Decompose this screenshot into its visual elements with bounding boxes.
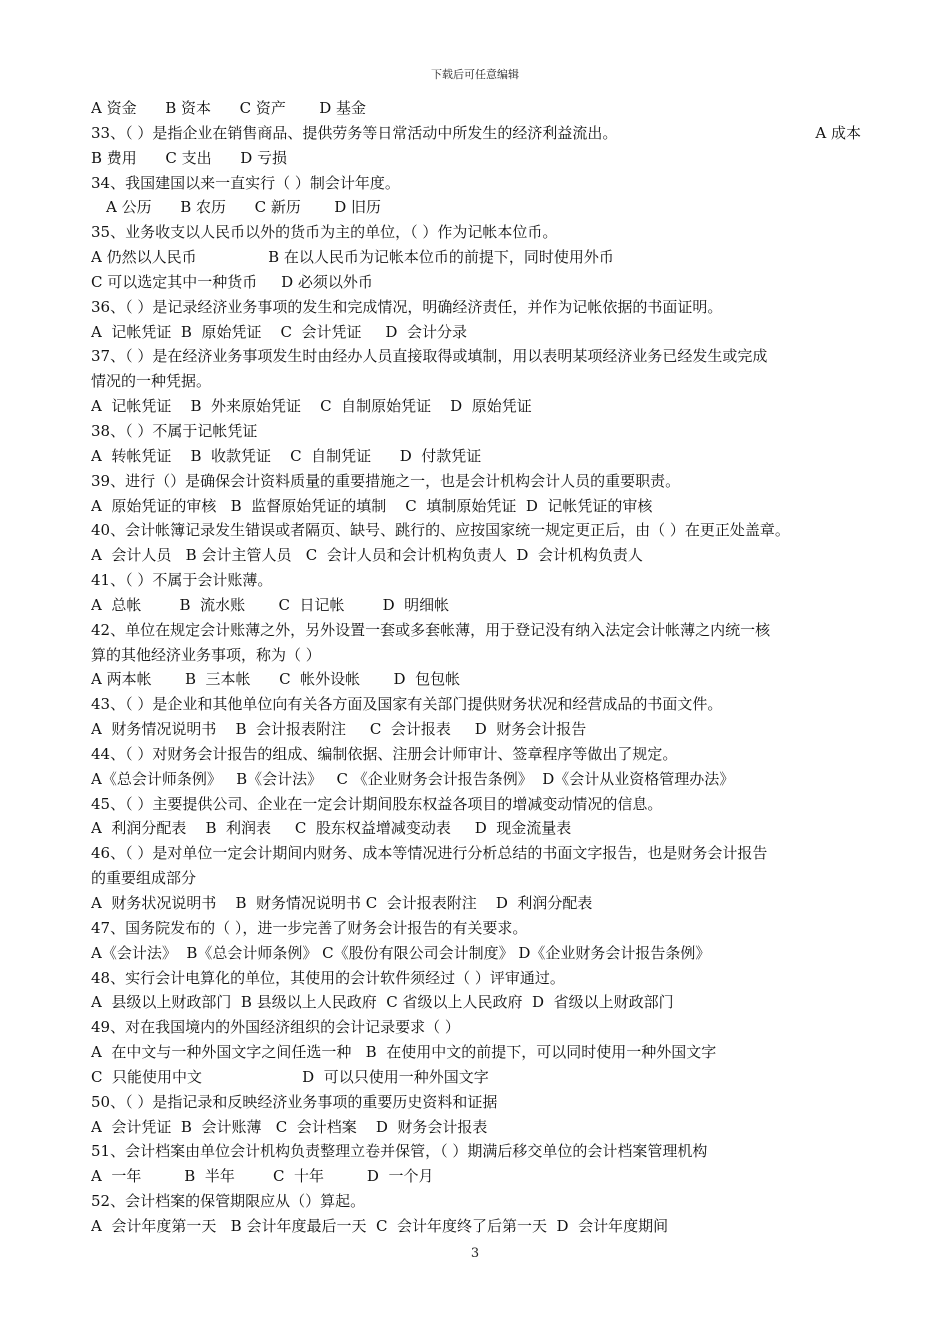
option-line: A 会计年度第一天 B 会计年度最后一天 C 会计年度终了后第一天 D 会计年度期间 xyxy=(91,1216,669,1235)
question-line: 49、对在我国境内的外国经济组织的会计记录要求（ ） xyxy=(91,1018,460,1037)
question-line: 35、业务收支以人民币以外的货币为主的单位，（ ）作为记帐本位币。 xyxy=(91,223,558,242)
option-line: A 转帐凭证 B 收款凭证 C 自制凭证 D 付款凭证 xyxy=(91,446,482,465)
question-line: 45、（ ）主要提供公司、企业在一定会计期间股东权益各项目的增减变动情况的信息。 xyxy=(91,794,663,813)
question-line: 37、（ ）是在经济业务事项发生时由经办人员直接取得或填制，用以表明某项经济业务已经发生或完成 xyxy=(91,347,768,366)
option-line: A《会计法》 B《总会计师条例》 C《股份有限公司会计制度》 D《企业财务会计报告条例》 xyxy=(91,943,711,962)
page-number: 3 xyxy=(470,1246,480,1261)
question-line: 42、单位在规定会计账薄之外，另外设置一套或多套帐薄，用于登记没有纳入法定会计帐薄之内统一核 xyxy=(91,620,771,639)
question-line: 50、（ ）是指记录和反映经济业务事项的重要历史资料和证据 xyxy=(91,1092,498,1111)
option-line: C 只能使用中文 D 可以只使用一种外国文字 xyxy=(91,1067,489,1086)
option-line: B 费用 C 支出 D 亏损 xyxy=(91,148,288,167)
option-line: A 利润分配表 B 利润表 C 股东权益增减变动表 D 现金流量表 xyxy=(91,819,572,838)
option-line: A 仍然以人民币 B 在以人民币为记帐本位币的前提下，同时使用外币 xyxy=(91,248,614,267)
question-line: 43、（ ）是企业和其他单位向有关各方面及国家有关部门提供财务状况和经营成品的书面文件。 xyxy=(91,695,723,714)
question-line: 46、（ ）是对单位一定会计期间内财务、成本等情况进行分析总结的书面文字报告，也是财务会计报告 xyxy=(91,844,768,863)
option-line: A 原始凭证的审核 B 监督原始凭证的填制 C 填制原始凭证 D 记帐凭证的审核 xyxy=(91,496,653,515)
question-line: 48、实行会计电算化的单位，其使用的会计软件须经过（ ）评审通过。 xyxy=(91,968,565,987)
option-line: C 可以选定其中一种货币 D 必须以外币 xyxy=(91,272,373,291)
option-line: A 一年 B 半年 C 十年 D 一个月 xyxy=(91,1167,434,1186)
option-line: A 记帐凭证 B 原始凭证 C 会计凭证 D 会计分录 xyxy=(91,322,467,341)
question-line: 38、（ ）不属于记帐凭证 xyxy=(91,421,258,440)
question-line: 51、会计档案由单位会计机构负责整理立卷并保管，（ ）期满后移交单位的会计档案管理机构 xyxy=(91,1142,708,1161)
option-line: A 财务情况说明书 B 会计报表附注 C 会计报表 D 财务会计报告 xyxy=(91,720,587,739)
option-line: A《总会计师条例》 B《会计法》 C 《企业财务会计报告条例》 D《会计从业资格管理办法》 xyxy=(91,769,735,788)
option-line: A 会计凭证 B 会计账薄 C 会计档案 D 财务会计报表 xyxy=(91,1117,488,1136)
question-line: 39、进行（）是确保会计资料质量的重要措施之一，也是会计机构会计人员的重要职责。 xyxy=(91,471,681,490)
question-line: 44、（ ）对财务会计报告的组成、编制依据、注册会计师审计、签章程序等做出了规定。 xyxy=(91,744,678,763)
question-text: 33、（ ）是指企业在销售商品、提供劳务等日常活动中所发生的经济利益流出。 xyxy=(91,123,618,142)
option-line: A 两本帐 B 三本帐 C 帐外设帐 D 包包帐 xyxy=(91,670,461,689)
question-line: 情况的一种凭据。 xyxy=(91,372,212,391)
question-line: 41、（ ）不属于会计账薄。 xyxy=(91,571,273,590)
question-content xyxy=(91,96,861,1239)
question-line: 34、我国建国以来一直实行（ ）制会计年度。 xyxy=(91,173,400,192)
option-line: A 记帐凭证 B 外来原始凭证 C 自制原始凭证 D 原始凭证 xyxy=(91,397,532,416)
question-line: 的重要组成部分 xyxy=(91,869,197,888)
option-line: A 财务状况说明书 B 财务情况说明书 C 会计报表附注 D 利润分配表 xyxy=(91,894,593,912)
option-line: A 资金 B 资本 C 资产 D 基金 xyxy=(91,99,367,117)
question-line: 47、国务院发布的（ ），进一步完善了财务会计报告的有关要求。 xyxy=(91,918,528,937)
header-note: 下载后可任意编辑 xyxy=(431,68,519,81)
option-line: A 公历 B 农历 C 新历 D 旧历 xyxy=(106,198,382,217)
question-line xyxy=(91,121,861,146)
question-line: 36、（ ）是记录经济业务事项的发生和完成情况，明确经济责任，并作为记帐依据的书面证明。 xyxy=(91,297,723,316)
option-line: A 县级以上财政部门 B 县级以上人民政府 C 省级以上人民政府 D 省级以上财政部门 xyxy=(91,993,674,1012)
option-line: A 会计人员 B 会计主管人员 C 会计人员和会计机构负责人 D 会计机构负责人 xyxy=(91,546,643,565)
question-line: 40、会计帐簿记录发生错误或者隔页、缺号、跳行的、应按国家统一规定更正后，由（ ）在更正处盖章。 xyxy=(91,521,790,540)
option-line: A 在中文与一种外国文字之间任选一种 B 在使用中文的前提下，可以同时使用一种外国文字 xyxy=(91,1043,717,1062)
option-text: A 成本 xyxy=(815,123,861,142)
question-line: 算的其他经济业务事项，称为（ ） xyxy=(91,645,321,664)
question-line: 52、会计档案的保管期限应从（）算起。 xyxy=(91,1192,366,1211)
option-line: A 总帐 B 流水账 C 日记帐 D 明细帐 xyxy=(91,595,450,614)
